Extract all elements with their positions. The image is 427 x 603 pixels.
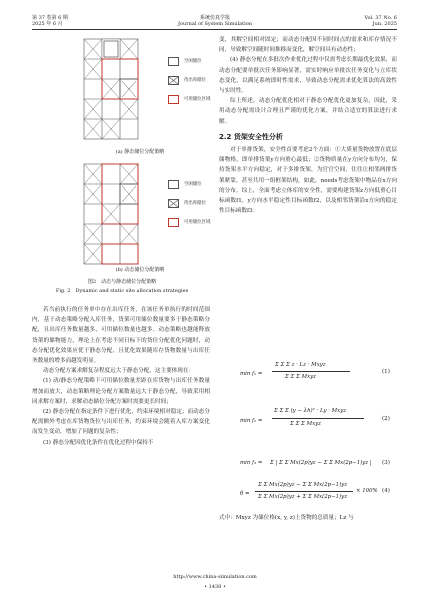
journal-title-cn: 系统仿真学报: [199, 15, 230, 21]
legend-available-swatch-b: [168, 218, 179, 227]
equation-2-lhs: min f₂ =: [240, 418, 263, 424]
legend-free-label-a: 空闲储位: [184, 59, 202, 64]
static-allocation-grid: [82, 35, 142, 145]
equation-variables-text: [219, 513, 397, 523]
cross-icon: [168, 76, 179, 85]
equation-3-body: Σ | Σ Σ Mx(2p)yz − Σ Σ Mx(2p−1)yz |: [270, 460, 372, 466]
equation-3-lhs: min f₃ =: [240, 460, 263, 466]
paragraph: 综上所述，动态分配优化相对于静态分配优化更加复杂，因此，采用动态分配需设计合理且严谨的优化方案，并结合适宜的算法进行求解。: [219, 98, 397, 125]
dynamic-allocation-grid: [82, 160, 142, 270]
equation-1-numerator: Σ Σ Σ z · Lz · Mxyz: [275, 362, 326, 368]
paragraph: (3) 静态分配因优化条件在优化过程中保持不: [43, 439, 154, 446]
figure-caption-cn: 图2 动态与静态储位分配策略: [87, 279, 157, 285]
legend-available-label-b: 可用储位区域: [184, 220, 211, 225]
equation-4-tail: × 100%: [356, 488, 378, 494]
paragraph: (2) 静态分配在指定条件下进行优化，约束环境相对稳定；而动态分配需额外考虑在库货物货位与出库任务，约束环境会随着入库方案变化而发生变动，增加了问题的复杂性；: [32, 409, 210, 436]
paragraph: 式中：Mxyz 为储位格(x, y, z)上货物的总质量；Lz 与: [219, 515, 354, 521]
fraction-bar: [272, 371, 350, 372]
footer-url: http://www.china-simulation.com: [173, 574, 257, 580]
figure-caption-en: Fig. 2 Dynamic and static site allocation strategies: [55, 288, 189, 294]
equation-1-lhs: min f₁ =: [240, 371, 263, 377]
legend-available-swatch-a: [168, 95, 179, 104]
equation-4-lhs: θ =: [240, 491, 250, 497]
legend-outbound-label-b: 待出库储位: [184, 201, 206, 206]
paragraph: 若当前执行的任务单中存在出库任务，在该任务单执行的时间范围内，基于动态策略分配入库任务，货架可用储位数量要多于静态策略分配，且出库任务数量越多，可用储位数量也越多。动态策略也越能释放货架的储物能力，理论上在考虑不同日标下的货位分配优化问题时，动态分配优化效果应优于静态分配，且优化效果随库存货物数量与出库任务数量的增多而越发明显。: [32, 307, 210, 365]
month-label: Jun. 2025: [372, 21, 397, 27]
equation-4-numerator: Σ Σ Mx(2p)yz − Σ Σ Mx(2p−1)yz: [258, 482, 348, 488]
paragraph: 对于单排货架，安全性首要考虑2个方面：①大质量货物放置在底层储物格，即单排货架y方向重心最低；②货物质量在y方向分布均匀，保持货架水平方向稳定，对于多排货架，为官官空间，往往让相邻两排货架紧靠，甚至共用一组框架结构，如此，needs考虑货架中物品在x方向的分布。综上，全面考虑立体库的安全性，需要构建货架z方向低重心目标函数f1，y方向水平稳定性目标函数f2，以及相邻货架沿x方向的稳定性目标函数f3：: [219, 147, 397, 215]
legend-free-swatch-b: [168, 180, 179, 189]
journal-volume: [32, 15, 68, 27]
cross-icon: [168, 199, 179, 208]
legend-available-label-a: 可用储位区域: [184, 97, 211, 102]
journal-issue: [364, 15, 397, 27]
legend-outbound-label-a: 待出库储位: [184, 78, 206, 83]
right-column: [219, 35, 397, 216]
page-number: • 1438 •: [204, 584, 226, 590]
volume-label: 第 37 卷第 6 期: [32, 15, 68, 21]
equation-3-number: (3): [382, 460, 390, 466]
equation-1-denominator: Σ Σ Σ Mxyz: [285, 374, 317, 380]
paragraph: 动态分配方案求解复杂程度远大于静态分配，这主要体现在：: [43, 368, 195, 375]
date-label: 2025 年 6 月: [32, 21, 63, 27]
fraction-bar: [272, 418, 364, 419]
subfigure-a-caption: (a) 静态储位分配策略: [115, 149, 165, 155]
equation-2-number: (2): [382, 416, 390, 422]
paragraph: (1) 动/静态分配策略下可用储位数量差距在库货物与出库任务数量增加而放大，动态策略理论分配方案数量远大于静态分配，导致采用相同求解方案时，求解动态储位分配方案时需要更长时间；: [32, 378, 210, 405]
equation-4-denominator: Σ Σ Mx(2p)yz + Σ Σ Mx(2p−1)yz: [258, 494, 348, 500]
section-heading: 2.2 货架安全性分析: [219, 132, 283, 141]
paragraph: 变，其解空间相对固定；而动态分配因不同时间点的需求和库存情况不同，导致解空间随时间推移而变化，解空间具有动态性；: [219, 37, 397, 54]
legend-free-label-b: 空闲储位: [184, 182, 202, 187]
fraction-bar: [255, 491, 353, 492]
journal-title-en: Journal of System Simulation: [178, 21, 252, 27]
equation-4-number: (4): [382, 488, 390, 494]
legend-free-swatch-a: [168, 57, 179, 66]
equation-1-number: (1): [382, 369, 390, 375]
issue-label: Vol. 37 No. 6: [364, 15, 397, 21]
equation-2-denominator: Σ Σ Σ Mxyz: [290, 421, 322, 427]
left-column: [32, 305, 210, 448]
subfigure-b-caption: (b) 动态储位分配策略: [115, 267, 165, 273]
equation-2-numerator: Σ Σ Σ (y − λh)² · Ly · Mxyz: [274, 408, 347, 414]
header-rule: [32, 29, 397, 30]
paragraph: (4) 静态分配在多批次作业优化过程中仅需考虑长期最优化效果，而动态分配要单批次任务影响显著，需实时响应单批次任务变化与立库状态变化，以满足系统即时性需求，导致动态分配需求优化算法的高效性与实时性。: [219, 57, 397, 95]
journal-title: [150, 15, 280, 27]
